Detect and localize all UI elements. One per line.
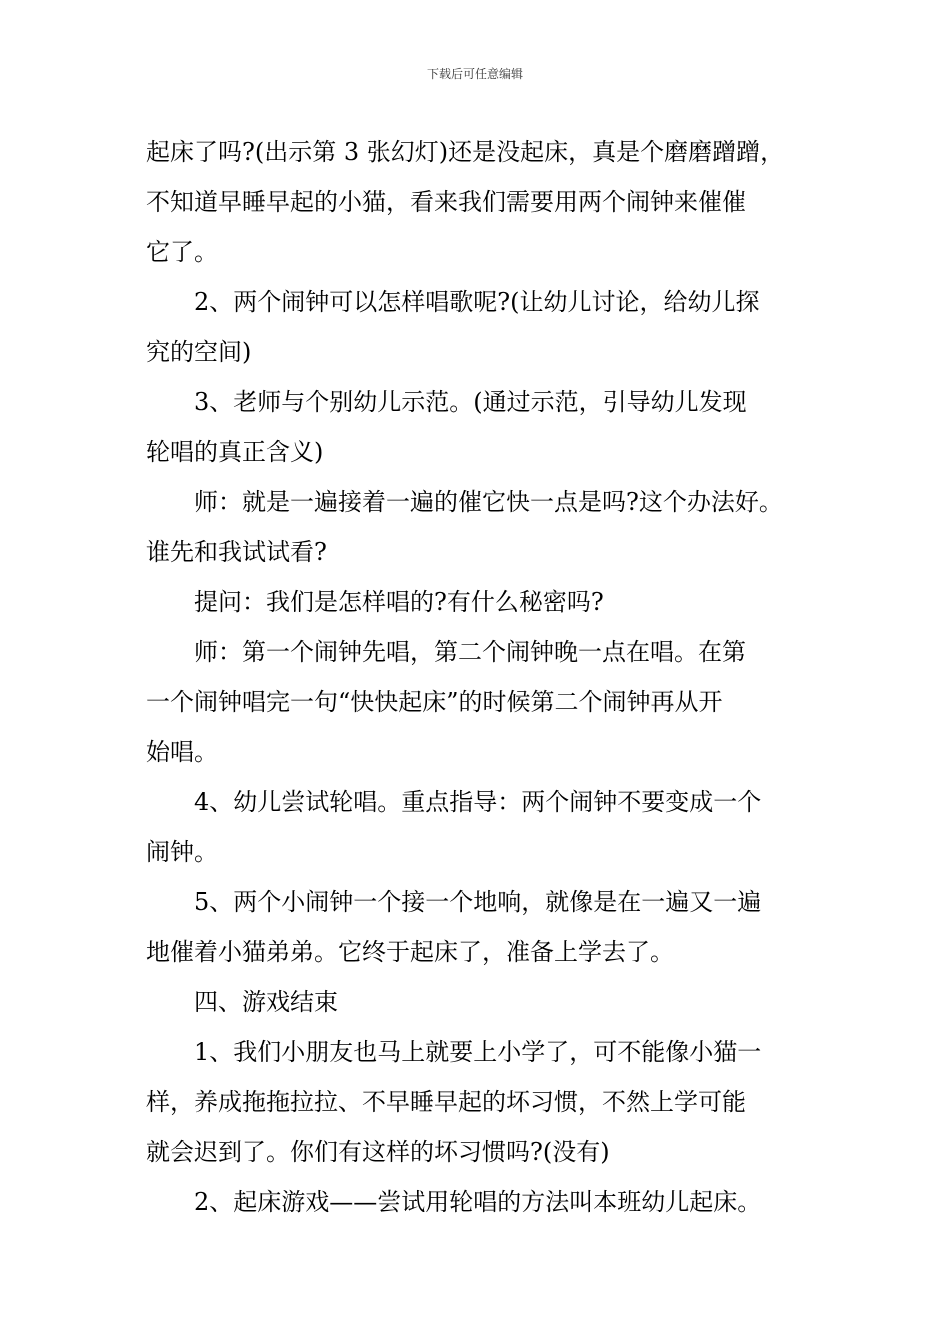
text-line: 师：第一个闹钟先唱，第二个闹钟晚一点在唱。在第	[194, 638, 746, 666]
paragraph-end-1	[146, 1027, 818, 1177]
section-heading	[146, 977, 818, 1027]
text-line: 师：就是一遍接着一遍的催它快一点是吗?这个办法好。	[194, 488, 783, 516]
text-line: 究的空间)	[146, 338, 252, 366]
paragraph-step-5	[146, 877, 818, 977]
text-line: 轮唱的真正含义)	[146, 438, 324, 466]
paragraph-teacher-1	[146, 477, 818, 577]
text-line: 谁先和我试试看?	[146, 538, 327, 566]
text-line: 四、游戏结束	[194, 988, 338, 1016]
paragraph-teacher-2	[146, 627, 818, 777]
text-line: 不知道早睡早起的小猫，看来我们需要用两个闹钟来催催	[146, 188, 746, 216]
text-line: 闹钟。	[146, 838, 218, 866]
text-line: 2、起床游戏——尝试用轮唱的方法叫本班幼儿起床。	[194, 1188, 762, 1216]
paragraph-step-3	[146, 377, 818, 477]
paragraph-end-2	[146, 1177, 818, 1227]
text-line: 2、两个闹钟可以怎样唱歌呢?(让幼儿讨论，给幼儿探	[194, 288, 760, 316]
text-line: 提问：我们是怎样唱的?有什么秘密吗?	[194, 588, 604, 616]
text-line: 地催着小猫弟弟。它终于起床了，准备上学去了。	[146, 938, 674, 966]
text-line: 1、我们小朋友也马上就要上小学了，可不能像小猫一	[194, 1038, 762, 1066]
paragraph-step-4	[146, 777, 818, 877]
text-line: 就会迟到了。你们有这样的坏习惯吗?(没有)	[146, 1138, 610, 1166]
text-line: 起床了吗?(出示第 3 张幻灯)还是没起床，真是个磨磨蹭蹭，	[146, 138, 785, 166]
document-body	[146, 127, 818, 1227]
paragraph-step-2	[146, 277, 818, 377]
text-line: 一个闹钟唱完一句“快快起床”的时候第二个闹钟再从开	[146, 688, 723, 716]
paragraph-continuation	[146, 127, 818, 277]
text-line: 它了。	[146, 238, 218, 266]
text-line: 4、幼儿尝试轮唱。重点指导：两个闹钟不要变成一个	[194, 788, 762, 816]
text-line: 样，养成拖拖拉拉、不早睡早起的坏习惯，不然上学可能	[146, 1088, 746, 1116]
text-line: 5、两个小闹钟一个接一个地响，就像是在一遍又一遍	[194, 888, 762, 916]
text-line: 始唱。	[146, 738, 218, 766]
paragraph-question	[146, 577, 818, 627]
page-header: 下载后可任意编辑	[426, 67, 523, 81]
text-line: 3、老师与个别幼儿示范。(通过示范，引导幼儿发现	[194, 388, 747, 416]
